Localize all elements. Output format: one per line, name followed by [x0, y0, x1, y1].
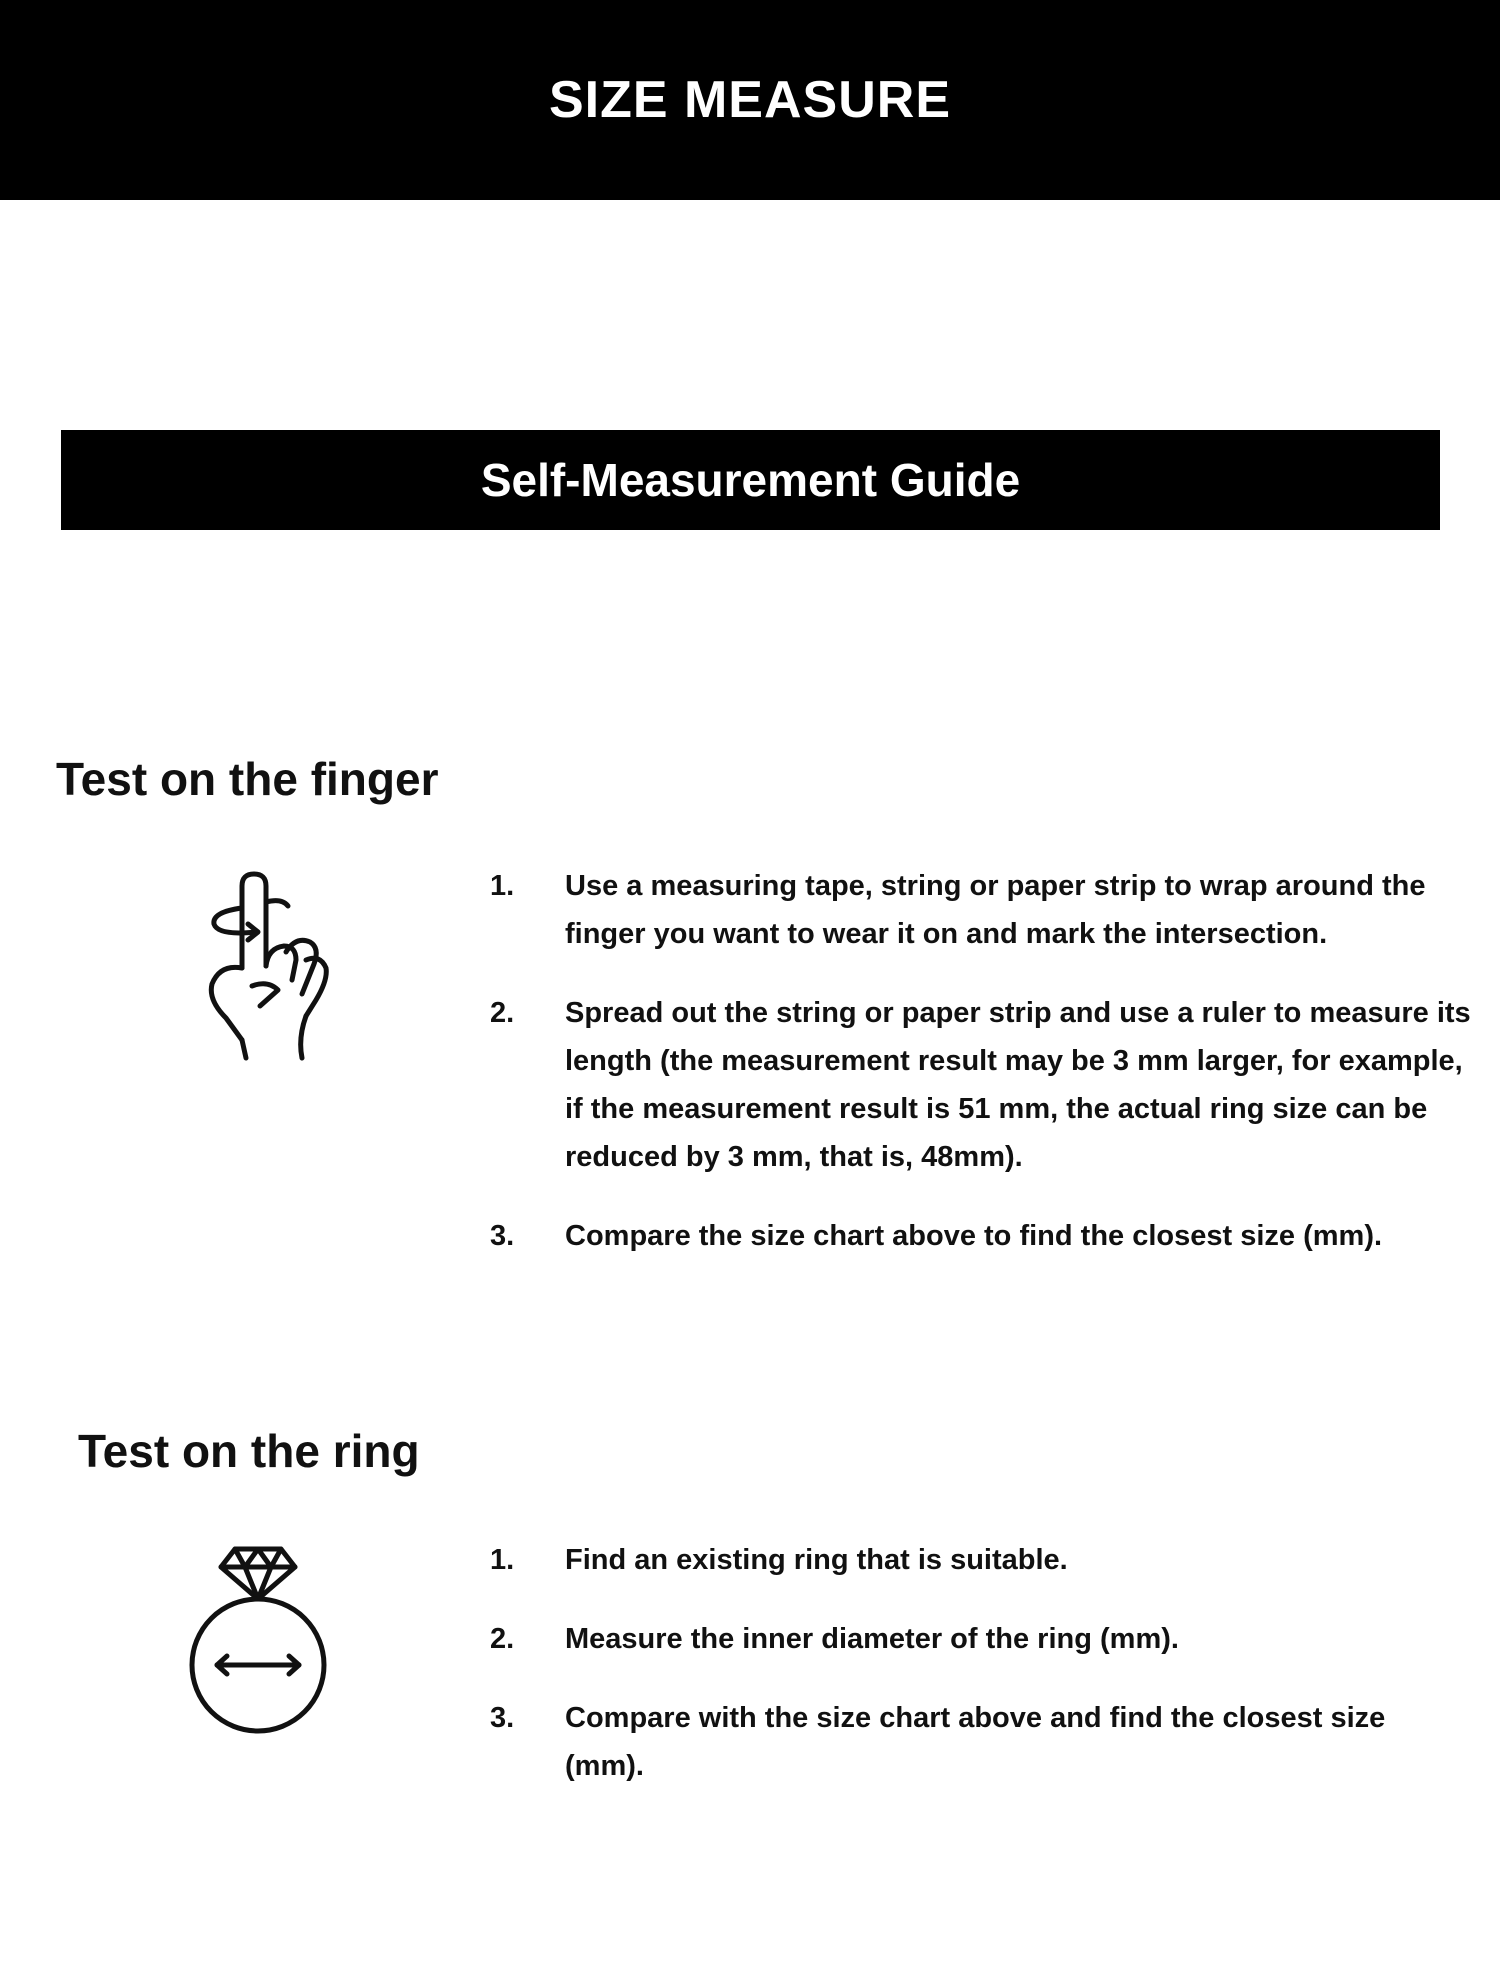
step-text: Compare the size chart above to find the closest size (mm).: [565, 1220, 1383, 1252]
list-item: [490, 862, 1480, 958]
step-number: 2.: [490, 1623, 515, 1655]
header-banner: [0, 0, 1500, 200]
list-item: [490, 1694, 1390, 1790]
finger-steps-list: [490, 862, 1480, 1260]
page-title: SIZE MEASURE: [548, 71, 952, 129]
guide-title: Self-Measurement Guide: [480, 454, 1021, 506]
finger-wrap-icon: [190, 868, 340, 1068]
list-item: [490, 1212, 1480, 1260]
guide-banner: [61, 430, 1440, 530]
list-item: [490, 989, 1480, 1181]
list-item: [490, 1536, 1480, 1584]
ring-steps-list: [490, 1536, 1480, 1790]
step-text: Use a measuring tape, string or paper strip to wrap around the finger you want to wear it on and mark the intersection.: [565, 870, 1426, 950]
step-text: Find an existing ring that is suitable.: [565, 1544, 1068, 1576]
step-number: 1.: [490, 870, 515, 902]
ring-section-title: Test on the ring: [78, 1425, 420, 1477]
step-number: 1.: [490, 1544, 515, 1576]
ring-diameter-icon: [185, 1545, 335, 1735]
finger-section-title: Test on the finger: [56, 753, 439, 805]
step-text: Compare with the size chart above and find the closest size (mm).: [565, 1702, 1386, 1782]
step-text: Measure the inner diameter of the ring (mm).: [565, 1623, 1179, 1655]
step-number: 3.: [490, 1702, 515, 1734]
step-text: Spread out the string or paper strip and use a ruler to measure its length (the measurement result may be 3 mm larger, for example, if the measurement result is 51 mm, the actual ring size can be reduced by 3 mm, that is, 48mm).: [565, 997, 1471, 1173]
list-item: [490, 1615, 1480, 1663]
step-number: 3.: [490, 1220, 515, 1252]
step-number: 2.: [490, 997, 515, 1029]
